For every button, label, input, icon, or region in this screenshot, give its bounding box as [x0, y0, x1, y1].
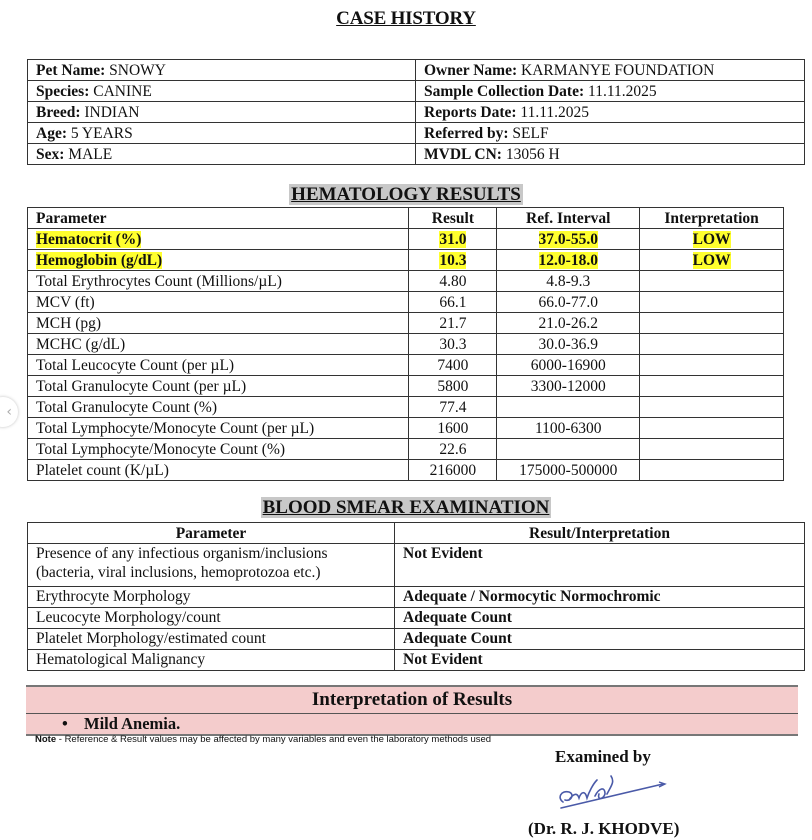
parameter-cell: MCV (ft)	[28, 292, 409, 313]
doctor-name: (Dr. R. J. KHODVE)	[528, 819, 680, 838]
interpretation-cell	[640, 418, 784, 439]
parameter-cell: Hemoglobin (g/dL)	[28, 250, 409, 271]
case-info-table	[27, 59, 805, 165]
table-row	[28, 397, 784, 418]
col-parameter: Parameter	[28, 208, 409, 229]
table-row	[28, 439, 784, 460]
case-right-cell	[416, 81, 805, 102]
signature-icon	[555, 770, 670, 815]
field-value: 11.11.2025	[588, 82, 657, 100]
table-row	[28, 544, 805, 587]
result-cell: Not Evident	[395, 544, 805, 587]
field-label: Owner Name:	[424, 61, 518, 79]
case-right-cell	[416, 123, 805, 144]
interpretation-cell	[640, 355, 784, 376]
case-left-cell	[28, 144, 416, 165]
result-cell: 22.6	[409, 439, 497, 460]
interpretation-cell	[640, 439, 784, 460]
interpretation-box	[26, 685, 798, 736]
field-value: 11.11.2025	[520, 103, 590, 121]
table-row	[28, 587, 805, 608]
case-info-row	[28, 60, 805, 81]
field-value: CANINE	[93, 82, 152, 100]
case-history-title: CASE HISTORY	[336, 8, 476, 29]
result-cell: Adequate Count	[395, 629, 805, 650]
result-cell: 1600	[409, 418, 497, 439]
interpretation-cell	[640, 334, 784, 355]
result-cell: 10.3	[409, 250, 497, 271]
result-cell: 7400	[409, 355, 497, 376]
parameter-cell: Platelet count (K/µL)	[28, 460, 409, 481]
field-label: Sex:	[36, 145, 65, 163]
interpretation-cell	[640, 271, 784, 292]
interpretation-cell	[640, 397, 784, 418]
parameter-cell: Leucocyte Morphology/count	[28, 608, 395, 629]
field-value: INDIAN	[84, 103, 140, 121]
field-value: 5 YEARS	[70, 124, 133, 142]
parameter-cell: Total Lymphocyte/Monocyte Count (per µL)	[28, 418, 409, 439]
case-right-cell	[416, 60, 805, 81]
col-result-interpretation: Result/Interpretation	[395, 523, 805, 544]
table-row	[28, 271, 784, 292]
field-label: Referred by:	[424, 124, 509, 142]
ref-interval-cell: 12.0-18.0	[497, 250, 640, 271]
table-row	[28, 229, 784, 250]
ref-interval-cell: 6000-16900	[497, 355, 640, 376]
interpretation-heading: Interpretation of Results	[26, 687, 798, 714]
field-label: Species:	[36, 82, 90, 100]
ref-interval-cell: 37.0-55.0	[497, 229, 640, 250]
carousel-prev-button[interactable]	[0, 397, 18, 427]
parameter-cell: Total Granulocyte Count (per µL)	[28, 376, 409, 397]
interpretation-cell	[640, 376, 784, 397]
parameter-cell: Hematocrit (%)	[28, 229, 409, 250]
result-cell: 216000	[409, 460, 497, 481]
page-title	[0, 8, 812, 30]
field-label: Age:	[36, 124, 67, 142]
parameter-cell: Erythrocyte Morphology	[28, 587, 395, 608]
interpretation-item	[26, 714, 798, 734]
field-value: KARMANYE FOUNDATION	[521, 61, 715, 79]
case-right-cell	[416, 144, 805, 165]
case-left-cell	[28, 123, 416, 144]
parameter-cell: Total Lymphocyte/Monocyte Count (%)	[28, 439, 409, 460]
field-label: Reports Date:	[424, 103, 517, 121]
col-result: Result	[409, 208, 497, 229]
result-cell: Adequate / Normocytic Normochromic	[395, 587, 805, 608]
result-cell: Adequate Count	[395, 608, 805, 629]
table-row	[28, 460, 784, 481]
field-label: Breed:	[36, 103, 81, 121]
interpretation-cell: LOW	[640, 229, 784, 250]
hematology-header-row	[28, 208, 784, 229]
hematology-table	[27, 207, 784, 481]
interpretation-cell: LOW	[640, 250, 784, 271]
ref-interval-cell: 30.0-36.9	[497, 334, 640, 355]
case-info-row	[28, 123, 805, 144]
col-interpretation: Interpretation	[640, 208, 784, 229]
note-label: Note	[35, 734, 57, 745]
blood-smear-heading: BLOOD SMEAR EXAMINATION	[262, 497, 550, 518]
ref-interval-cell: 4.8-9.3	[497, 271, 640, 292]
table-row	[28, 608, 805, 629]
interpretation-text: Mild Anemia.	[84, 714, 181, 733]
parameter-cell: Total Granulocyte Count (%)	[28, 397, 409, 418]
table-row	[28, 629, 805, 650]
table-row	[28, 355, 784, 376]
blood-smear-table	[27, 522, 805, 671]
table-row	[28, 334, 784, 355]
table-row	[28, 250, 784, 271]
col-ref-interval: Ref. Interval	[497, 208, 640, 229]
smear-header-row	[28, 523, 805, 544]
parameter-cell: Platelet Morphology/estimated count	[28, 629, 395, 650]
table-row	[28, 418, 784, 439]
interpretation-cell	[640, 292, 784, 313]
examined-by-label: Examined by	[555, 747, 651, 766]
result-cell: 4.80	[409, 271, 497, 292]
parameter-cell: Hematological Malignancy	[28, 650, 395, 671]
field-label: Sample Collection Date:	[424, 82, 585, 100]
field-value: SELF	[512, 124, 549, 142]
col-parameter: Parameter	[28, 523, 395, 544]
ref-interval-cell: 66.0-77.0	[497, 292, 640, 313]
ref-interval-cell: 175000-500000	[497, 460, 640, 481]
table-row	[28, 650, 805, 671]
bullet-icon: •	[62, 714, 68, 733]
case-left-cell	[28, 81, 416, 102]
result-cell: 5800	[409, 376, 497, 397]
field-value: SNOWY	[109, 61, 166, 79]
table-row	[28, 313, 784, 334]
field-label: MVDL CN:	[424, 145, 502, 163]
case-info-row	[28, 102, 805, 123]
result-cell: 77.4	[409, 397, 497, 418]
table-row	[28, 376, 784, 397]
parameter-cell: MCH (pg)	[28, 313, 409, 334]
ref-interval-cell: 1100-6300	[497, 418, 640, 439]
parameter-cell: Presence of any infectious organism/inclusions (bacteria, viral inclusions, hemoprotozoa etc.)	[28, 544, 395, 587]
chevron-left-icon: ‹	[6, 404, 12, 420]
field-value: MALE	[68, 145, 113, 163]
field-label: Pet Name:	[36, 61, 106, 79]
result-cell: 66.1	[409, 292, 497, 313]
field-value: 13056 H	[505, 145, 560, 163]
ref-interval-cell: 3300-12000	[497, 376, 640, 397]
result-cell: 31.0	[409, 229, 497, 250]
case-left-cell	[28, 60, 416, 81]
parameter-cell: Total Erythrocytes Count (Millions/µL)	[28, 271, 409, 292]
parameter-cell: Total Leucocyte Count (per µL)	[28, 355, 409, 376]
table-row	[28, 292, 784, 313]
case-info-row	[28, 81, 805, 102]
result-cell: 21.7	[409, 313, 497, 334]
case-info-row	[28, 144, 805, 165]
hematology-heading: HEMATOLOGY RESULTS	[291, 184, 521, 205]
result-cell: 30.3	[409, 334, 497, 355]
interpretation-cell	[640, 313, 784, 334]
ref-interval-cell	[497, 439, 640, 460]
ref-interval-cell	[497, 397, 640, 418]
case-right-cell	[416, 102, 805, 123]
case-left-cell	[28, 102, 416, 123]
result-cell: Not Evident	[395, 650, 805, 671]
ref-interval-cell: 21.0-26.2	[497, 313, 640, 334]
parameter-cell: MCHC (g/dL)	[28, 334, 409, 355]
note-text: - Reference & Result values may be affected by many variables and even the laboratory methods used	[56, 734, 492, 745]
note	[35, 734, 491, 745]
interpretation-cell	[640, 460, 784, 481]
